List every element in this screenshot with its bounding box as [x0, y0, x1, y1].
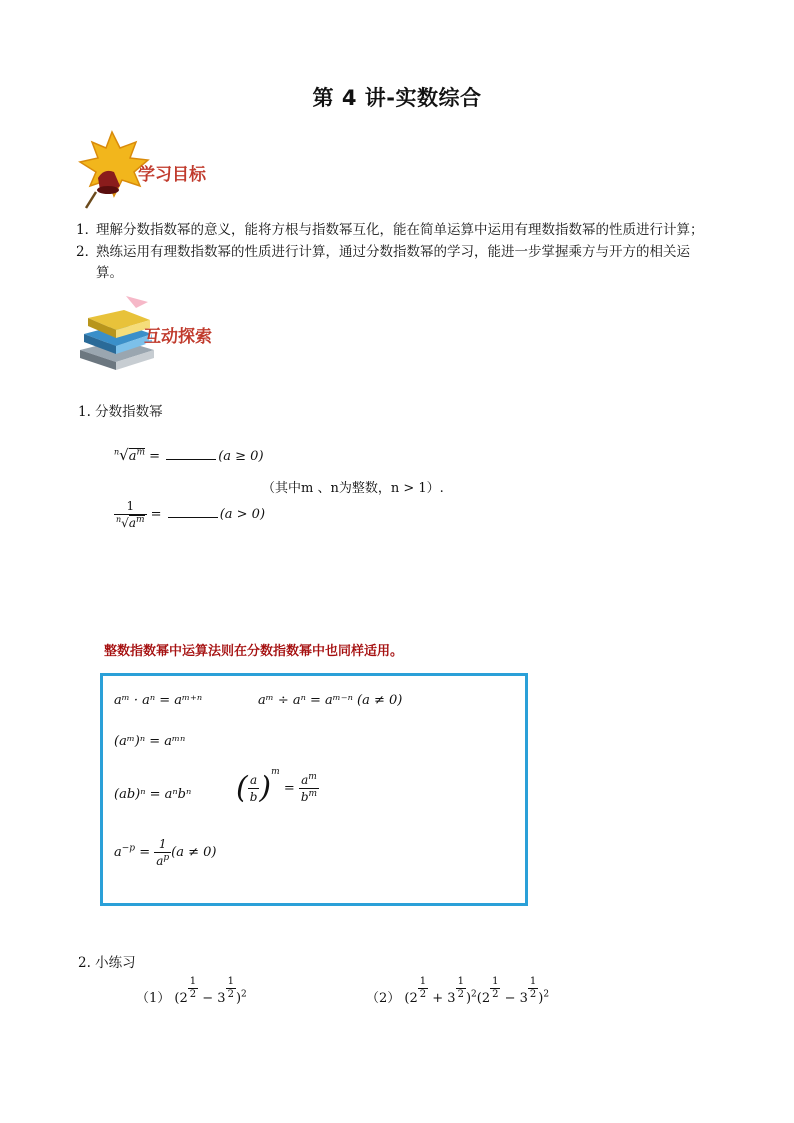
rule-note: 整数指数幂中运算法则在分数指数幂中也同样适用。	[104, 644, 404, 659]
goals-label: 学习目标	[138, 165, 206, 185]
formula-root: $^n√a^m = (a \ge 0)$	[114, 446, 264, 464]
exercise-2-label: （2）	[366, 991, 401, 1006]
objective-num: 1．	[76, 222, 99, 238]
exercise-2: （2） (2 $\frac{1}{2}$ + 3 $\frac{1}{2}$ )$^2$(2 $\frac{1}{2}$ − 3 $\frac{1}{2}$ )$^2$	[366, 976, 550, 1006]
goals-banner	[74, 128, 244, 210]
objective-text: 熟练运用有理数指数幂的性质进行计算，通过分数指数幂的学习，能进一步掌握乘方与开方的相关运	[96, 244, 690, 260]
part1-heading: 1. 分数指数幂	[78, 404, 163, 420]
explore-label: 互动探索	[144, 327, 212, 347]
objective-text: 理解分数指数幂的意义，能将方根与指数幂互化，能在简单运算中运用有理数指数幂的性质进行计算；	[96, 222, 704, 238]
rule-quotient: aᵐ ÷ aⁿ = aᵐ⁻ⁿ (a ≠ 0)	[258, 693, 403, 708]
explore-banner	[76, 292, 246, 374]
formula-reciprocal-root: $\frac{1}{^n√a^m}$ = (a > 0)	[116, 499, 266, 530]
formula-reciprocal-cond: (a > 0)	[219, 507, 266, 522]
exercise-1-label: （1）	[136, 991, 171, 1006]
objective-text-cont: 算。	[96, 265, 123, 281]
part2-heading: 2. 小练习	[78, 955, 136, 971]
objective-num: 2．	[76, 244, 99, 260]
objective-1	[76, 220, 756, 241]
rule-product: aᵐ · aⁿ = aᵐ⁺ⁿ	[114, 693, 203, 708]
rule-product-power: (ab)ⁿ = aⁿbⁿ	[114, 787, 192, 802]
exercise-1: （1） (2 $\frac{1}{2}$ − 3 $\frac{1}{2}$ )$^2$	[136, 976, 247, 1006]
exponent-condition-note: （其中m 、n为整数，n > 1）.	[262, 481, 444, 496]
page-title: 第 4 讲-实数综合	[312, 86, 482, 110]
objective-2	[76, 242, 756, 284]
rule-power: (aᵐ)ⁿ = aᵐⁿ	[114, 734, 186, 749]
rule-quotient-power: ( $\frac{a}{b}$ )$^m$ = $\frac{a^m}{b^m}$	[236, 767, 318, 806]
rule-negative-cond: (a ≠ 0)	[171, 845, 217, 860]
formula-root-cond: (a ≥ 0)	[218, 449, 264, 464]
rule-negative-exponent: $a^{-p}$ = $\frac{1}{a^p}$ (a ≠ 0)	[114, 837, 217, 868]
